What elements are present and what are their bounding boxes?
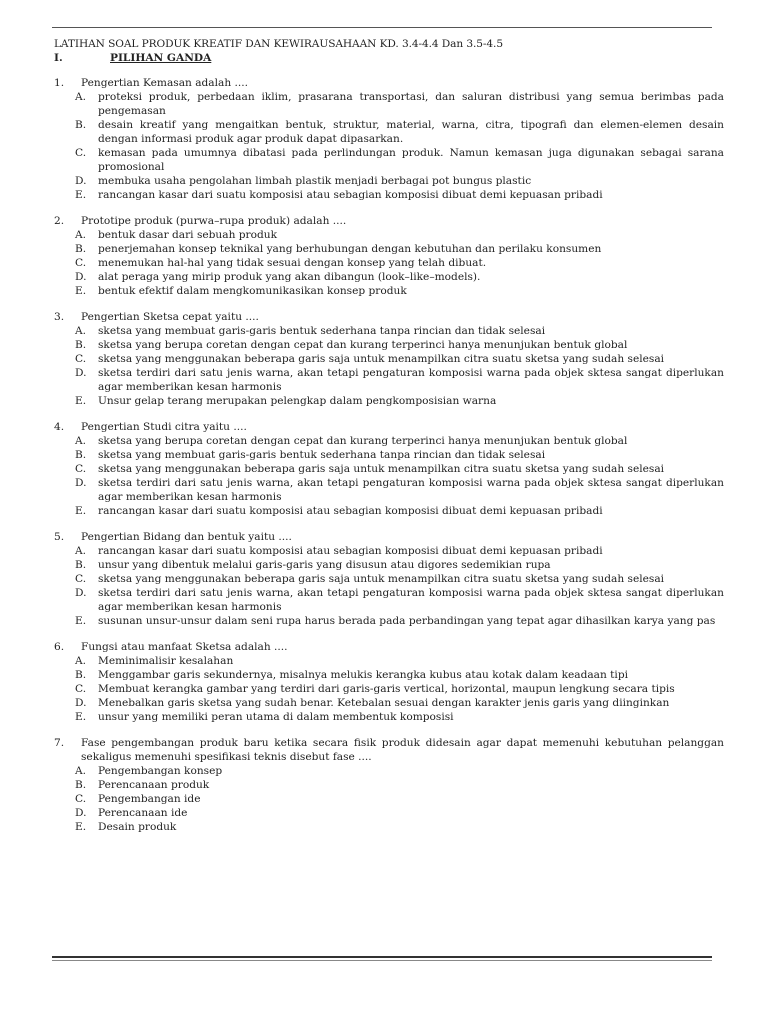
question-text: Prototipe produk (purwa–rupa produk) adalah .... [81,215,347,227]
option-letter: E. [75,711,87,723]
option-text: Unsur gelap terang merupakan pelengkap dalam pengkomposisian warna [98,395,497,407]
option-c [75,146,724,174]
option-text: bentuk dasar dari sebuah produk [98,229,278,241]
option-c [75,682,724,696]
option-b [75,668,724,682]
option-text: sketsa yang membuat garis-garis bentuk sederhana tanpa rincian dan tidak selesai [98,325,546,337]
question-stem [54,736,724,764]
option-text: Membuat kerangka gambar yang terdiri dari garis-garis vertical, horizontal, maupun lengkung secara tipis [98,683,675,695]
option-letter: C. [75,257,87,269]
option-text: sketsa terdiri dari satu jenis warna, akan tetapi pengaturan komposisi warna pada objek sktesa sangat diperlukan agar memberikan kesan harmonis [98,477,724,503]
option-text: sketsa terdiri dari satu jenis warna, akan tetapi pengaturan komposisi warna pada objek sktesa sangat diperlukan agar memberikan kesan harmonis [98,367,724,393]
option-e [75,394,724,408]
option-text: susunan unsur-unsur dalam seni rupa harus berada pada perbandingan yang tepat agar dihasilkan karya yang pas [98,615,716,627]
option-a [75,90,724,118]
option-c [75,462,724,476]
option-letter: C. [75,793,87,805]
option-a [75,228,724,242]
option-text: Perencanaan produk [98,779,210,791]
option-letter: D. [75,175,87,187]
option-text: rancangan kasar dari suatu komposisi atau sebagian komposisi dibuat demi kepuasan pribadi [98,505,603,517]
option-a [75,434,724,448]
option-text: alat peraga yang mirip produk yang akan dibangun (look–like–models). [98,271,481,283]
option-e [75,614,724,628]
question-number: 6. [54,641,65,653]
option-letter: B. [75,243,87,255]
document-body [54,37,724,834]
question-text: Pengertian Sketsa cepat yaitu .... [81,311,259,323]
option-text: Pengembangan ide [98,793,201,805]
question-stem [54,214,724,228]
option-letter: D. [75,807,87,819]
option-text: Pengembangan konsep [98,765,223,777]
question-number: 7. [54,737,65,749]
option-text: bentuk efektif dalam mengkomunikasikan konsep produk [98,285,407,297]
option-letter: E. [75,821,87,833]
question-1 [54,76,724,202]
section-number: I. [54,52,63,64]
option-text: penerjemahan konsep teknikal yang berhubungan dengan kebutuhan dan perilaku konsumen [98,243,602,255]
option-e [75,504,724,518]
option-b [75,778,724,792]
question-2 [54,214,724,298]
option-letter: B. [75,339,87,351]
option-list [75,764,724,834]
option-text: unsur yang memiliki peran utama di dalam membentuk komposisi [98,711,454,723]
option-letter: D. [75,477,87,489]
option-d [75,806,724,820]
option-e [75,188,724,202]
option-c [75,352,724,366]
question-4 [54,420,724,518]
option-text: sketsa yang menggunakan beberapa garis saja untuk menampilkan citra suatu sketsa yang sudah selesai [98,573,665,585]
option-text: desain kreatif yang mengaitkan bentuk, struktur, material, warna, citra, tipografi dan elemen-elemen desain dengan informasi produk agar produk dapat dipasarkan. [98,119,724,145]
option-d [75,270,724,284]
option-letter: B. [75,449,87,461]
question-text: Pengertian Kemasan adalah .... [81,77,248,89]
question-text: Fungsi atau manfaat Sketsa adalah .... [81,641,288,653]
question-number: 5. [54,531,65,543]
option-letter: C. [75,573,87,585]
option-b [75,558,724,572]
option-letter: E. [75,285,87,297]
question-text: Fase pengembangan produk baru ketika secara fisik produk didesain agar dapat memenuhi kebutuhan pelanggan sekaligus memenuhi spesifikasi teknis disebut fase .... [81,737,724,763]
option-letter: A. [75,435,87,447]
section-label: PILIHAN GANDA [110,52,212,64]
question-stem [54,310,724,324]
option-text: rancangan kasar dari suatu komposisi atau sebagian komposisi dibuat demi kepuasan pribadi [98,545,603,557]
option-text: sketsa yang menggunakan beberapa garis saja untuk menampilkan citra suatu sketsa yang sudah selesai [98,353,665,365]
question-number: 4. [54,421,65,433]
option-text: Menebalkan garis sketsa yang sudah benar. Ketebalan sesuai dengan karakter jenis garis yang diinginkan [98,697,670,709]
option-text: Perencanaan ide [98,807,188,819]
question-list [54,76,724,834]
option-text: menemukan hal-hal yang tidak sesuai dengan konsep yang telah dibuat. [98,257,487,269]
option-c [75,792,724,806]
question-5 [54,530,724,628]
question-number: 3. [54,311,65,323]
option-letter: C. [75,463,87,475]
bottom-rule [52,956,712,958]
option-text: Desain produk [98,821,177,833]
option-letter: A. [75,229,87,241]
option-text: sketsa yang berupa coretan dengan cepat dan kurang terperinci hanya menunjukan bentuk global [98,435,628,447]
option-text: sketsa terdiri dari satu jenis warna, akan tetapi pengaturan komposisi warna pada objek sktesa sangat diperlukan agar memberikan kesan harmonis [98,587,724,613]
option-a [75,324,724,338]
option-b [75,448,724,462]
option-list [75,324,724,408]
option-letter: D. [75,271,87,283]
option-e [75,710,724,724]
option-letter: D. [75,587,87,599]
option-letter: A. [75,765,87,777]
option-d [75,174,724,188]
option-letter: A. [75,545,87,557]
option-text: sketsa yang membuat garis-garis bentuk sederhana tanpa rincian dan tidak selesai [98,449,546,461]
question-text: Pengertian Bidang dan bentuk yaitu .... [81,531,292,543]
option-letter: D. [75,697,87,709]
section-heading [54,51,724,65]
option-letter: E. [75,615,87,627]
option-text: sketsa yang menggunakan beberapa garis saja untuk menampilkan citra suatu sketsa yang sudah selesai [98,463,665,475]
option-letter: B. [75,779,87,791]
option-text: kemasan pada umumnya dibatasi pada perlindungan produk. Namun kemasan juga digunakan sebagai sarana promosional [98,147,724,173]
option-letter: B. [75,669,87,681]
option-letter: E. [75,505,87,517]
option-letter: B. [75,559,87,571]
option-letter: A. [75,325,87,337]
question-7 [54,736,724,834]
option-list [75,228,724,298]
question-stem [54,420,724,434]
option-d [75,586,724,614]
option-d [75,366,724,394]
option-text: Menggambar garis sekundernya, misalnya melukis kerangka kubus atau kotak dalam keadaan tipi [98,669,628,681]
option-d [75,696,724,710]
option-letter: C. [75,353,87,365]
question-stem [54,640,724,654]
option-text: membuka usaha pengolahan limbah plastik menjadi berbagai pot bungus plastic [98,175,532,187]
option-letter: C. [75,147,87,159]
document-title: LATIHAN SOAL PRODUK KREATIF DAN KEWIRAUSAHAAN KD. 3.4-4.4 Dan 3.5-4.5 [54,38,503,50]
option-list [75,544,724,628]
top-rule [52,27,712,28]
option-text: rancangan kasar dari suatu komposisi atau sebagian komposisi dibuat demi kepuasan pribadi [98,189,603,201]
option-letter: A. [75,655,87,667]
bottom-rule-thin [52,960,712,961]
option-b [75,118,724,146]
option-list [75,654,724,724]
option-c [75,572,724,586]
option-letter: D. [75,367,87,379]
option-a [75,544,724,558]
option-letter: E. [75,189,87,201]
option-text: proteksi produk, perbedaan iklim, prasarana transportasi, dan saluran distribusi yang semua berimbas pada pengemasan [98,91,724,117]
option-text: unsur yang dibentuk melalui garis-garis yang disusun atau digores sedemikian rupa [98,559,551,571]
option-letter: E. [75,395,87,407]
option-c [75,256,724,270]
question-stem [54,76,724,90]
question-3 [54,310,724,408]
option-a [75,764,724,778]
option-e [75,820,724,834]
option-text: Meminimalisir kesalahan [98,655,234,667]
option-text: sketsa yang berupa coretan dengan cepat dan kurang terperinci hanya menunjukan bentuk global [98,339,628,351]
option-e [75,284,724,298]
option-letter: C. [75,683,87,695]
question-number: 2. [54,215,65,227]
option-b [75,338,724,352]
question-text: Pengertian Studi citra yaitu .... [81,421,247,433]
option-b [75,242,724,256]
option-letter: B. [75,119,87,131]
option-list [75,434,724,518]
option-list [75,90,724,202]
question-stem [54,530,724,544]
option-letter: A. [75,91,87,103]
question-number: 1. [54,77,65,89]
question-6 [54,640,724,724]
option-d [75,476,724,504]
option-a [75,654,724,668]
